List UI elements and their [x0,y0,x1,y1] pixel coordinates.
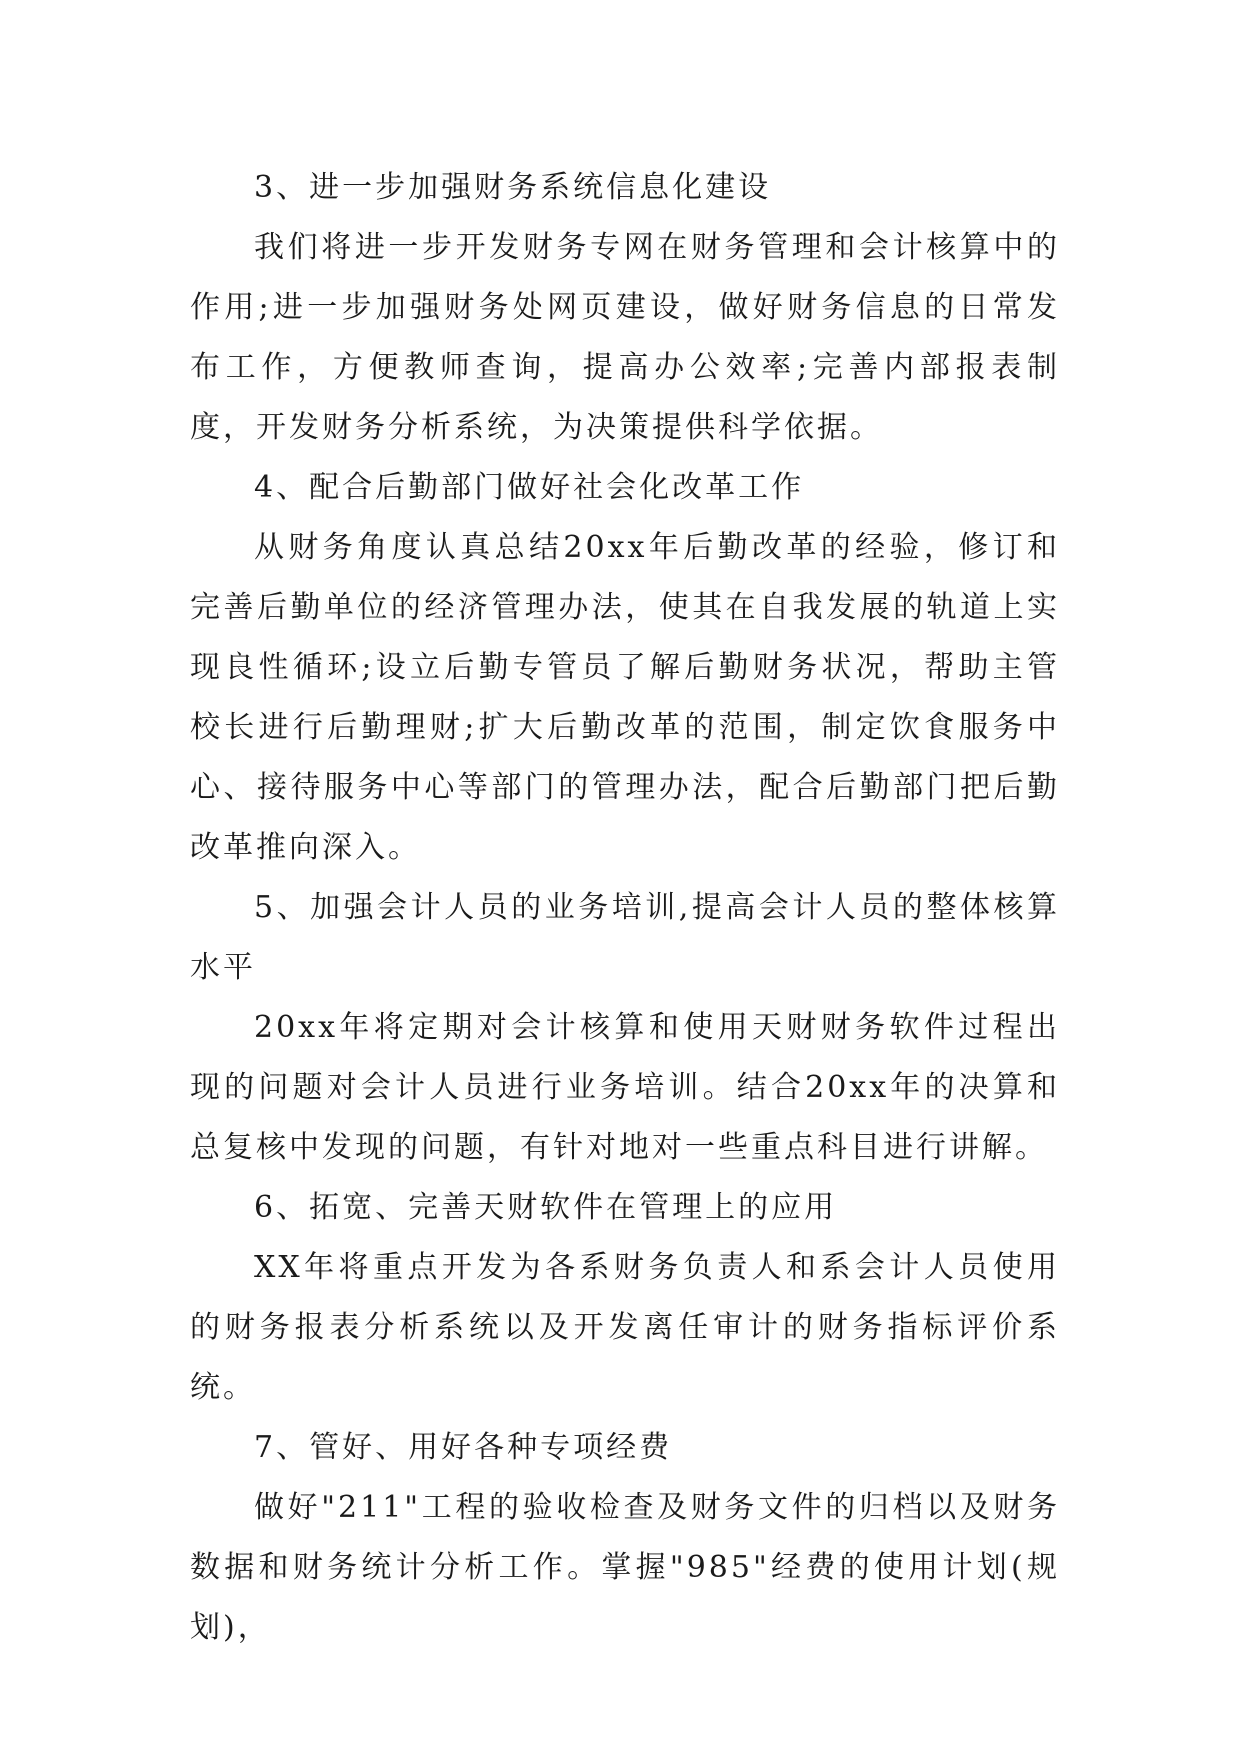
paragraph-5: 20xx年将定期对会计核算和使用天财财务软件过程出现的问题对会计人员进行业务培训。结合20xx年的决算和总复核中发现的问题，有针对地对一些重点科目进行讲解。 [190,1010,1060,1165]
heading-6: 6、拓宽、完善天财软件在管理上的应用 [254,1190,838,1225]
document-body [190,158,1060,1658]
paragraph-3: 我们将进一步开发财务专网在财务管理和会计核算中的作用;进一步加强财务处网页建设，做好财务信息的日常发布工作，方便教师查询，提高办公效率;完善内部报表制度，开发财务分析系统，为决策提供科学依据。 [190,230,1060,445]
heading-5: 5、加强会计人员的业务培训,提高会计人员的整体核算水平 [190,890,1060,985]
paragraph-6: XX年将重点开发为各系财务负责人和系会计人员使用的财务报表分析系统以及开发离任审计的财务指标评价系统。 [190,1250,1060,1405]
heading-3: 3、进一步加强财务系统信息化建设 [254,170,772,205]
paragraph-7: 做好"211"工程的验收检查及财务文件的归档以及财务数据和财务统计分析工作。掌握"985"经费的使用计划(规划)， [190,1490,1060,1645]
heading-7: 7、管好、用好各种专项经费 [254,1430,673,1465]
paragraph-4: 从财务角度认真总结20xx年后勤改革的经验，修订和完善后勤单位的经济管理办法，使其在自我发展的轨道上实现良性循环;设立后勤专管员了解后勤财务状况，帮助主管校长进行后勤理财;扩大后勤改革的范围，制定饮食服务中心、接待服务中心等部门的管理办法，配合后勤部门把后勤改革推向深入。 [190,530,1060,865]
heading-4: 4、配合后勤部门做好社会化改革工作 [254,470,805,505]
